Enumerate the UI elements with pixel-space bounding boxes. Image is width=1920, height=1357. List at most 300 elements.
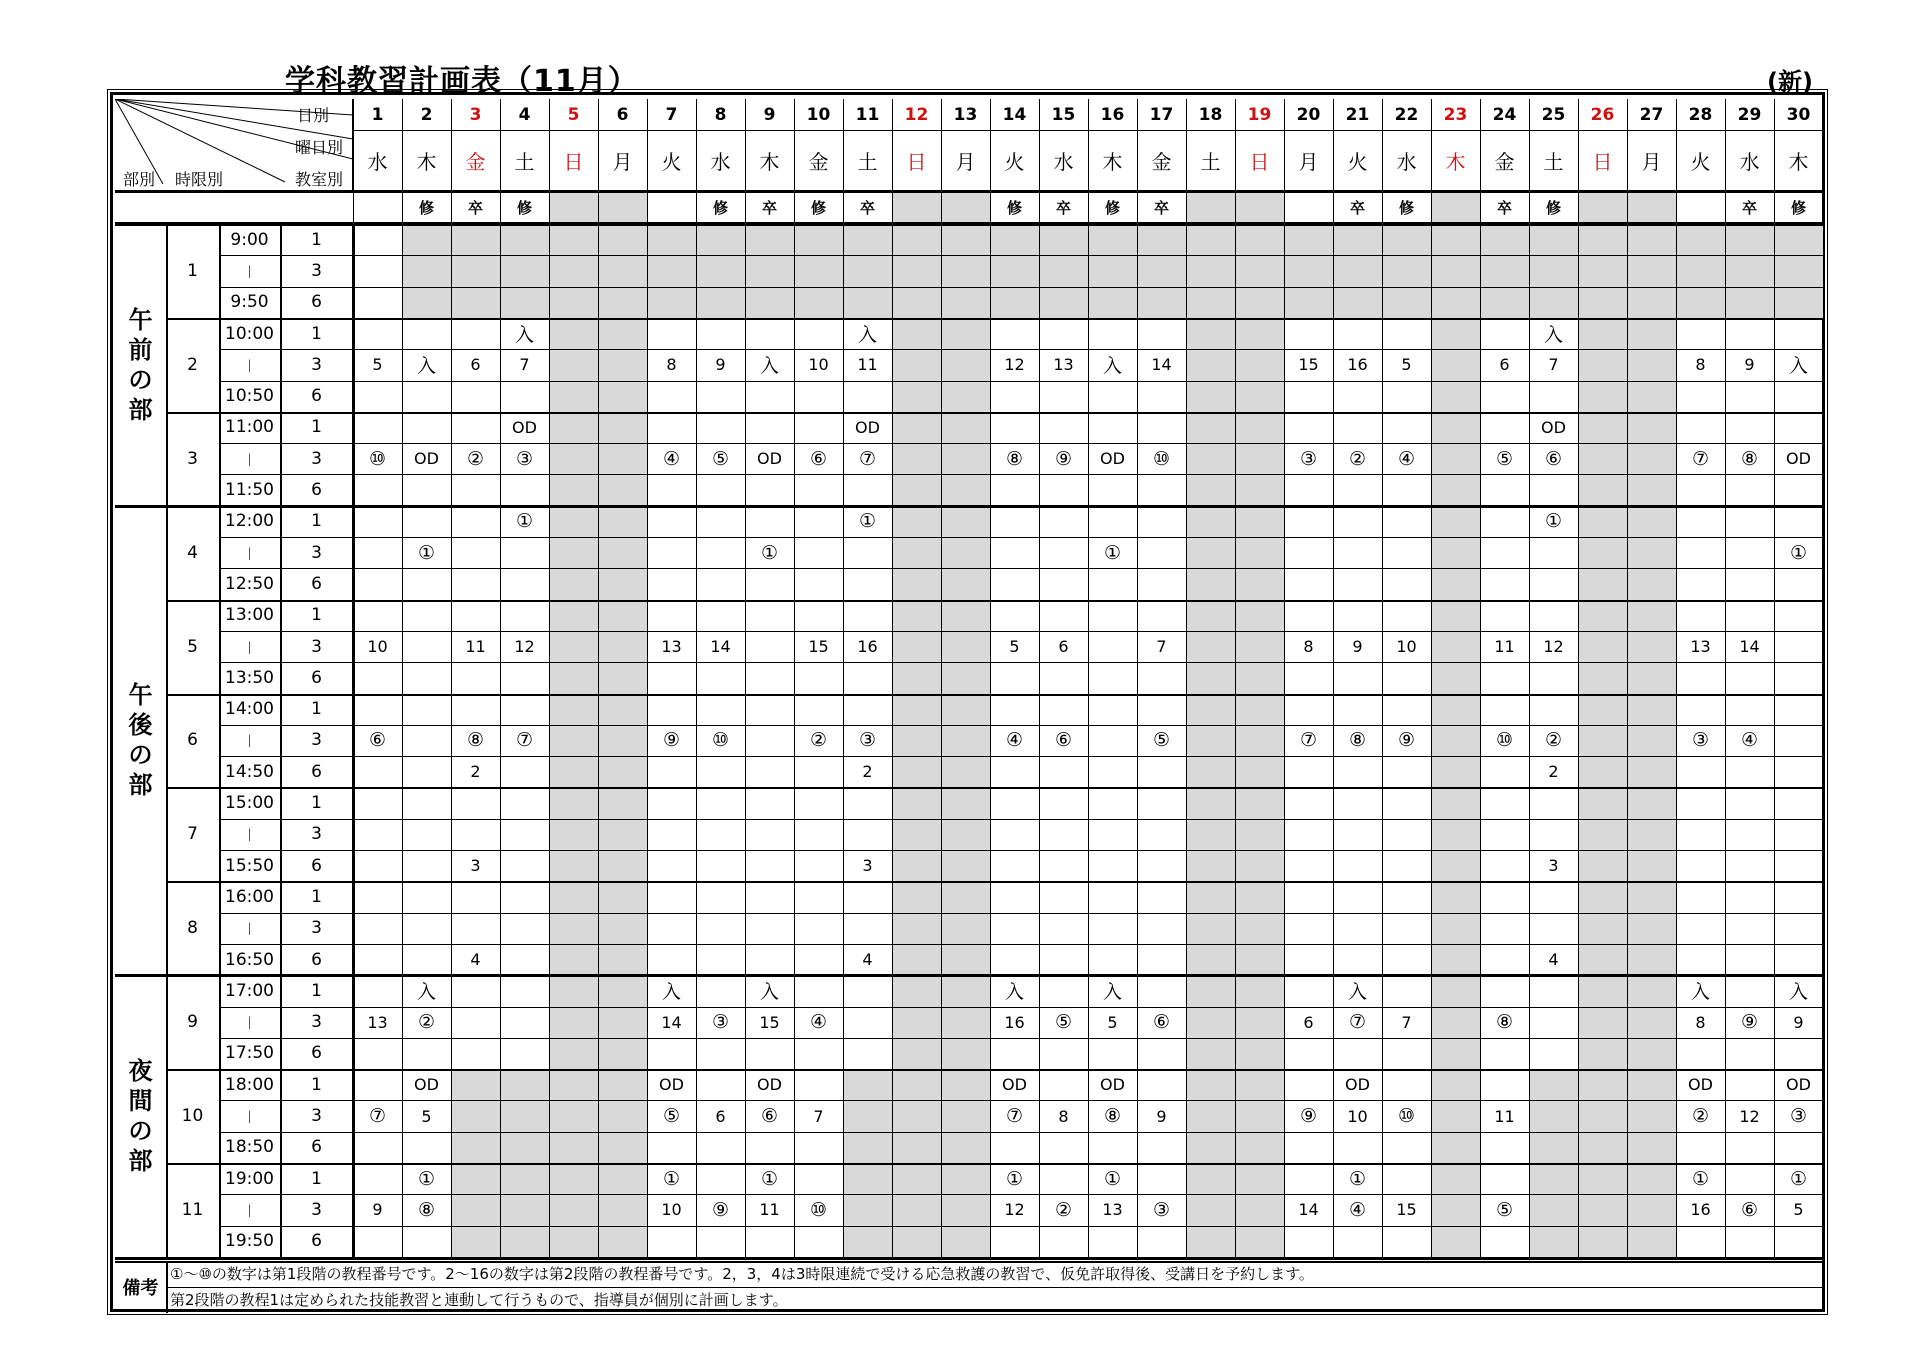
period-start-time: 9:00 [230, 229, 269, 250]
page-title: 学科教習計画表（11月） [285, 64, 639, 99]
grid-line [166, 787, 1825, 789]
schedule-entry: ⑦ [1005, 1105, 1024, 1128]
schedule-entry: OD [757, 1075, 782, 1095]
section-label-char: の [128, 365, 153, 394]
grid-line [219, 631, 280, 632]
schedule-entry: 9 [1352, 637, 1363, 657]
day-number: 29 [1737, 104, 1762, 125]
grid-line [219, 1007, 280, 1008]
schedule-entry: ④ [1348, 1198, 1367, 1221]
room-number: 3 [311, 1199, 322, 1220]
day-number: 3 [469, 104, 482, 125]
schedule-entry: ① [858, 510, 877, 533]
weekday-cell: 火 [1347, 149, 1368, 174]
room-number: 3 [311, 1106, 322, 1127]
period-time-dash: | [247, 827, 252, 842]
grid-line [280, 1226, 1825, 1227]
grid-line [219, 537, 280, 538]
unavailable-cell [843, 1069, 892, 1163]
grid-line [280, 568, 1825, 569]
weekday-cell: 土 [514, 149, 535, 174]
grid-line [1382, 99, 1383, 222]
schedule-entry: 入 [1788, 355, 1808, 378]
day-number: 11 [855, 104, 880, 125]
schedule-entry: 3 [862, 856, 873, 876]
schedule-entry: 9 [1744, 355, 1755, 375]
day-number: 9 [763, 104, 776, 125]
period-start-time: 15:00 [225, 793, 274, 814]
schedule-entry: ⑩ [711, 729, 730, 752]
schedule-entry: ⑧ [417, 1198, 436, 1221]
schedule-entry: OD [414, 1075, 439, 1095]
schedule-entry: 13 [1102, 1200, 1123, 1220]
room-number: 1 [311, 793, 322, 814]
grid-line [1529, 224, 1530, 1257]
schedule-entry: OD [757, 449, 782, 469]
grid-line [647, 224, 648, 1257]
room-number: 1 [311, 417, 322, 438]
period-start-time: 17:00 [225, 980, 274, 1001]
room-number: 3 [311, 260, 322, 281]
schedule-entry: 16 [1347, 355, 1368, 375]
unavailable-cell [1774, 224, 1823, 318]
schedule-entry: ② [1348, 447, 1367, 470]
schedule-entry: 入 [514, 324, 534, 347]
weekday-cell: 火 [1004, 149, 1025, 174]
unavailable-cell [500, 1069, 549, 1163]
schedule-entry: 10 [808, 355, 829, 375]
room-number: 1 [311, 1074, 322, 1095]
schedule-entry: OD [1786, 449, 1811, 469]
grid-line [280, 756, 1825, 757]
schedule-entry: 入 [759, 355, 779, 378]
course-mark: 修 [1790, 198, 1806, 217]
grid-line [892, 99, 893, 222]
period-start-time: 18:00 [225, 1074, 274, 1095]
period-end-time: 12:50 [225, 573, 274, 594]
schedule-entry: OD [1345, 1075, 1370, 1095]
grid-line [1823, 99, 1824, 222]
grid-line [1137, 99, 1138, 222]
schedule-entry: ① [1103, 541, 1122, 564]
schedule-entry: 11 [857, 355, 878, 375]
period-number: 11 [181, 1199, 204, 1220]
schedule-entry: ⑥ [760, 1105, 779, 1128]
schedule-entry: ⑦ [858, 447, 877, 470]
schedule-entry: ⑦ [1299, 729, 1318, 752]
schedule-entry: ⑤ [1495, 447, 1514, 470]
room-number: 6 [311, 573, 322, 594]
schedule-entry: 2 [470, 762, 481, 782]
schedule-entry: 2 [1548, 762, 1559, 782]
grid-line [219, 944, 280, 945]
period-end-time: 17:50 [225, 1043, 274, 1064]
period-time-dash: | [247, 545, 252, 560]
day-number: 24 [1492, 104, 1517, 125]
grid-line [219, 756, 280, 757]
schedule-entry: 入 [1788, 981, 1808, 1004]
grid-line [1725, 99, 1726, 222]
schedule-entry: 15 [1298, 355, 1319, 375]
schedule-entry: 8 [666, 355, 677, 375]
grid-line [1431, 224, 1432, 1257]
grid-line [280, 349, 1825, 350]
grid-line [219, 349, 280, 350]
schedule-entry: 6 [1058, 637, 1069, 657]
period-time-dash: | [247, 733, 252, 748]
grid-line [280, 1194, 1825, 1195]
schedule-entry: 12 [1004, 1200, 1025, 1220]
grid-line [219, 255, 280, 256]
grid-line [280, 725, 1825, 726]
grid-line [219, 819, 280, 820]
schedule-entry: ⑥ [1152, 1011, 1171, 1034]
grid-line [941, 99, 942, 222]
room-number: 1 [311, 323, 322, 344]
day-label: 日別 [296, 105, 329, 125]
course-mark: 修 [516, 198, 532, 217]
grid-line [1333, 224, 1334, 1257]
grid-line [696, 99, 697, 222]
room-number: 3 [311, 542, 322, 563]
room-number: 6 [311, 1043, 322, 1064]
course-mark: 卒 [1153, 198, 1169, 217]
schedule-entry: 入 [1690, 981, 1710, 1004]
grid-line [1480, 224, 1481, 1257]
schedule-entry: ⑨ [1054, 447, 1073, 470]
room-number: 1 [311, 699, 322, 720]
weekday-cell: 月 [1298, 149, 1319, 174]
schedule-entry: ① [1348, 1167, 1367, 1190]
schedule-entry: 14 [710, 637, 731, 657]
section-label-char: 午 [128, 305, 153, 334]
grid-line [219, 1100, 280, 1101]
section-label-char: 夜 [128, 1057, 153, 1086]
unavailable-cell [451, 1069, 500, 1163]
day-number: 7 [665, 104, 678, 125]
schedule-entry: OD [1786, 1075, 1811, 1095]
unavailable-cell [451, 224, 500, 318]
schedule-entry: 4 [470, 950, 481, 970]
schedule-entry: 12 [1739, 1106, 1760, 1126]
period-number: 5 [187, 636, 198, 657]
schedule-entry: 入 [416, 355, 436, 378]
weekday-cell: 月 [612, 149, 633, 174]
weekday-cell: 水 [367, 149, 388, 174]
day-number: 2 [420, 104, 433, 125]
grid-line [280, 662, 1825, 663]
section-label-char: 部 [128, 395, 153, 424]
grid-line [219, 1194, 280, 1195]
room-number: 1 [311, 886, 322, 907]
schedule-entry: 11 [1494, 637, 1515, 657]
course-mark: 卒 [761, 198, 777, 217]
schedule-entry: 3 [1548, 856, 1559, 876]
schedule-entry: 12 [514, 637, 535, 657]
grid-line [402, 224, 403, 1257]
weekday-cell: 水 [1396, 149, 1417, 174]
day-number: 30 [1786, 104, 1811, 125]
unavailable-cell [647, 224, 696, 318]
schedule-entry: ⑦ [1348, 1011, 1367, 1034]
remarks-line-2: 第2段階の教程1は定められた技能教習と連動して行うもので、指導員が個別に計画します。 [170, 1291, 788, 1310]
schedule-entry: ① [1789, 541, 1808, 564]
unavailable-cell [843, 1163, 892, 1257]
schedule-entry: 6 [1303, 1012, 1314, 1032]
schedule-entry: OD [512, 417, 537, 437]
schedule-entry: ① [1691, 1167, 1710, 1190]
weekday-cell: 火 [1690, 149, 1711, 174]
period-number: 1 [187, 260, 198, 281]
grid-line [598, 224, 599, 1257]
schedule-entry: 14 [661, 1012, 682, 1032]
grid-line [696, 224, 697, 1257]
schedule-entry: 5 [421, 1106, 432, 1126]
schedule-entry: ⑩ [809, 1198, 828, 1221]
grid-line [402, 99, 403, 222]
schedule-entry: 16 [857, 637, 878, 657]
grid-line [1578, 224, 1579, 1257]
weekday-cell: 土 [857, 149, 878, 174]
grid-line [451, 224, 452, 1257]
schedule-entry: ⑤ [1495, 1198, 1514, 1221]
weekday-cell: 木 [1788, 149, 1809, 174]
course-mark: 卒 [1496, 198, 1512, 217]
period-time-dash: | [247, 1015, 252, 1030]
schedule-entry: ② [1544, 729, 1563, 752]
room-number: 6 [311, 667, 322, 688]
schedule-entry: ② [1691, 1105, 1710, 1128]
schedule-entry: ① [417, 1167, 436, 1190]
day-number: 16 [1100, 104, 1125, 125]
unavailable-cell [1529, 1069, 1578, 1163]
schedule-entry: ⑥ [809, 447, 828, 470]
schedule-entry: 11 [759, 1200, 780, 1220]
schedule-entry: 8 [1303, 637, 1314, 657]
schedule-entry: 10 [367, 637, 388, 657]
section-label-char: 後 [128, 711, 153, 740]
section-label-char: 間 [128, 1087, 153, 1116]
schedule-entry: OD [855, 417, 880, 437]
grid-line [280, 443, 1825, 444]
day-number: 23 [1443, 104, 1468, 125]
schedule-entry: ③ [711, 1011, 730, 1034]
schedule-entry: ④ [1740, 729, 1759, 752]
grid-line [941, 224, 942, 1257]
schedule-entry: ⑧ [1348, 729, 1367, 752]
schedule-entry: 10 [1347, 1106, 1368, 1126]
unavailable-cell [1529, 224, 1578, 318]
schedule-entry: 14 [1151, 355, 1172, 375]
grid-line [280, 255, 1825, 256]
grid-line [1284, 99, 1285, 222]
period-number: 6 [187, 730, 198, 751]
schedule-entry: ⑥ [368, 729, 387, 752]
schedule-entry: ⑦ [1691, 447, 1710, 470]
weekday-cell: 月 [1641, 149, 1662, 174]
schedule-entry: 16 [1004, 1012, 1025, 1032]
schedule-entry: ④ [662, 447, 681, 470]
grid-line [1774, 224, 1775, 1257]
weekday-cell: 水 [1739, 149, 1760, 174]
schedule-entry: 入 [1347, 981, 1367, 1004]
room-number: 6 [311, 761, 322, 782]
grid-line [990, 99, 991, 222]
grid-line [219, 287, 280, 288]
schedule-entry: ⑩ [1495, 729, 1514, 752]
course-mark: 修 [810, 198, 826, 217]
grid-line [280, 224, 281, 1257]
schedule-entry: 入 [1102, 981, 1122, 1004]
schedule-entry: ⑧ [1005, 447, 1024, 470]
schedule-entry: 14 [1298, 1200, 1319, 1220]
course-mark: 卒 [1055, 198, 1071, 217]
schedule-entry: ⑨ [711, 1198, 730, 1221]
period-end-time: 15:50 [225, 855, 274, 876]
schedule-entry: 13 [661, 637, 682, 657]
unavailable-cell [1284, 224, 1333, 318]
schedule-entry: OD [1100, 449, 1125, 469]
weekday-cell: 木 [759, 149, 780, 174]
schedule-entry: ⑤ [1054, 1011, 1073, 1034]
schedule-entry: ③ [858, 729, 877, 752]
day-number: 20 [1296, 104, 1321, 125]
period-time-dash: | [247, 921, 252, 936]
weekday-cell: 木 [1102, 149, 1123, 174]
grid-line [280, 631, 1825, 632]
grid-line [166, 694, 1825, 696]
schedule-entry: 12 [1004, 355, 1025, 375]
schedule-entry: 入 [759, 981, 779, 1004]
period-time-dash: | [247, 451, 252, 466]
weekday-cell: 水 [1053, 149, 1074, 174]
schedule-entry: 7 [519, 355, 530, 375]
schedule-entry: 入 [416, 981, 436, 1004]
grid-line [1235, 224, 1236, 1257]
period-end-time: 18:50 [225, 1137, 274, 1158]
grid-line [280, 1132, 1825, 1133]
room-number: 3 [311, 354, 322, 375]
grid-line [549, 224, 550, 1257]
schedule-entry: 15 [759, 1012, 780, 1032]
remarks-line-1: ①～⑩の数字は第1段階の教程番号です。2～16の数字は第2段階の教程番号です。2，3，4は3時限連続で受ける応急救護の教習で、仮免許取得後、受講日を予約します。 [170, 1265, 1314, 1284]
schedule-entry: 2 [862, 762, 873, 782]
grid-line [500, 224, 501, 1257]
day-number: 5 [567, 104, 580, 125]
grid-line [843, 99, 844, 222]
grid-line [166, 224, 168, 1257]
grid-line [280, 819, 1825, 820]
grid-line [115, 1257, 1825, 1260]
period-end-time: 9:50 [230, 292, 269, 313]
grid-line [280, 537, 1825, 538]
schedule-entry: 6 [470, 355, 481, 375]
schedule-entry: ⑤ [662, 1105, 681, 1128]
grid-line [166, 1163, 1825, 1165]
day-number: 25 [1541, 104, 1566, 125]
day-number: 1 [371, 104, 384, 125]
period-number: 4 [187, 542, 198, 563]
grid-line [219, 913, 280, 914]
unavailable-cell [402, 224, 451, 318]
unavailable-cell [1382, 224, 1431, 318]
room-number: 3 [311, 636, 322, 657]
schedule-entry: 9 [372, 1200, 383, 1220]
weekday-cell: 水 [710, 149, 731, 174]
grid-line [280, 850, 1825, 851]
unavailable-cell [1480, 224, 1529, 318]
room-number: 1 [311, 980, 322, 1001]
weekday-cell: 金 [808, 149, 829, 174]
grid-line [1284, 224, 1285, 1257]
schedule-entry: ④ [1005, 729, 1024, 752]
schedule-entry: 6 [1499, 355, 1510, 375]
schedule-entry: 12 [1543, 637, 1564, 657]
schedule-entry: ② [417, 1011, 436, 1034]
schedule-entry: ⑧ [1740, 447, 1759, 470]
schedule-entry: OD [1688, 1075, 1713, 1095]
period-start-time: 19:00 [225, 1168, 274, 1189]
grid-line [1039, 99, 1040, 222]
course-mark: 卒 [467, 198, 483, 217]
course-mark: 修 [1545, 198, 1561, 217]
schedule-entry: 8 [1058, 1106, 1069, 1126]
day-number: 8 [714, 104, 727, 125]
period-number: 3 [187, 448, 198, 469]
schedule-entry: ⑥ [1740, 1198, 1759, 1221]
grid-line [1676, 99, 1677, 222]
room-number: 1 [311, 229, 322, 250]
section-label-char: 部 [128, 771, 153, 800]
period-start-time: 12:00 [225, 511, 274, 532]
grid-line [166, 600, 1825, 602]
grid-line [1627, 224, 1628, 1257]
section-label-char: の [128, 741, 153, 770]
schedule-entry: 11 [465, 637, 486, 657]
weekday-cell: 金 [1151, 149, 1172, 174]
day-number: 19 [1247, 104, 1272, 125]
weekday-cell: 木 [1445, 149, 1466, 174]
room-number: 1 [311, 605, 322, 626]
period-time-dash: | [247, 1202, 252, 1217]
period-number: 10 [181, 1106, 204, 1127]
schedule-entry: ⑨ [662, 729, 681, 752]
grid-line [1088, 99, 1089, 222]
grid-line [219, 662, 280, 663]
grid-line [843, 224, 844, 1257]
schedule-entry: 9 [1156, 1106, 1167, 1126]
schedule-entry: ⑥ [1544, 447, 1563, 470]
room-label: 教室別 [294, 169, 343, 189]
period-label: 時限別 [174, 169, 223, 189]
period-number: 8 [187, 918, 198, 939]
schedule-entry: OD [659, 1075, 684, 1095]
grid-line [353, 130, 1825, 131]
course-mark: 卒 [1741, 198, 1757, 217]
schedule-entry: ④ [1397, 447, 1416, 470]
course-mark: 卒 [859, 198, 875, 217]
grid-line [219, 725, 280, 726]
unavailable-cell [1676, 224, 1725, 318]
grid-line [1725, 224, 1726, 1257]
period-start-time: 10:00 [225, 323, 274, 344]
unavailable-cell [1137, 224, 1186, 318]
period-time-dash: | [247, 263, 252, 278]
grid-line [598, 99, 599, 222]
section-label-char: の [128, 1117, 153, 1146]
weekday-cell: 金 [465, 149, 486, 174]
grid-line [745, 99, 746, 222]
